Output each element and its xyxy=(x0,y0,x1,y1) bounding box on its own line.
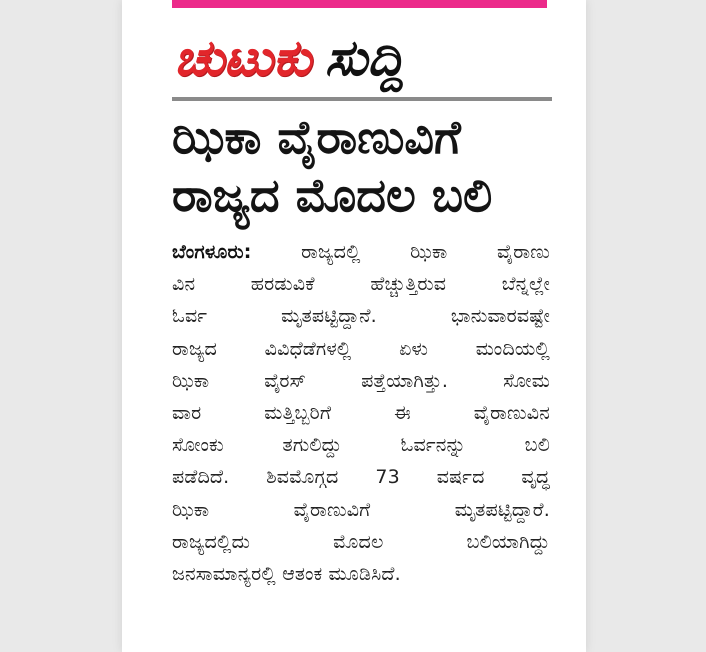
body-line-2: ವಿನ ಹರಡುವಿಕೆ ಹೆಚ್ಚುತ್ತಿರುವ ಬೆನ್ನಲ್ಲೇ xyxy=(172,273,550,296)
dateline: ಬೆಂಗಳೂರು: xyxy=(172,241,252,263)
body-line-3: ಓರ್ವ ಮೃತಪಟ್ಟಿದ್ದಾನೆ. ಭಾನುವಾರವಷ್ಟೇ xyxy=(172,305,550,328)
article-body xyxy=(172,236,550,590)
accent-bar xyxy=(172,0,547,8)
kicker-black-text: ಸುದ್ದಿ xyxy=(325,29,405,87)
headline xyxy=(172,108,567,224)
body-line-4: ರಾಜ್ಯದ ವಿವಿಧೆಡೆಗಳಲ್ಲಿ ಏಳು ಮಂದಿಯಲ್ಲಿ xyxy=(172,337,550,360)
divider-rule xyxy=(172,97,552,101)
body-first-text: ರಾಜ್ಯದಲ್ಲಿ ಝಿಕಾ ವೈರಾಣು xyxy=(301,241,550,263)
headline-line-1: ಝಿಕಾ ವೈರಾಣುವಿಗೆ xyxy=(172,110,461,164)
body-line-7: ಸೋಂಕು ತಗುಲಿದ್ದು ಓರ್ವನನ್ನು ಬಲಿ xyxy=(172,434,550,457)
body-line-11: ಜನಸಾಮಾನ್ಯರಲ್ಲಿ ಆತಂಕ ಮೂಡಿಸಿದೆ. xyxy=(172,563,401,586)
body-line-1 xyxy=(172,236,550,268)
section-kicker xyxy=(174,22,574,94)
body-line-9: ಝಿಕಾ ವೈರಾಣುವಿಗೆ ಮೃತಪಟ್ಟಿದ್ದಾರೆ. xyxy=(172,498,550,521)
kicker-red-text: ಚುಟುಕು xyxy=(174,29,311,87)
headline-line-2: ರಾಜ್ಯದ ಮೊದಲ ಬಲಿ xyxy=(172,168,493,222)
body-line-5: ಝಿಕಾ ವೈರಸ್ ಪತ್ತೆಯಾಗಿತ್ತು. ಸೋಮ xyxy=(172,369,550,392)
body-line-6: ವಾರ ಮತ್ತಿಬ್ಬರಿಗೆ ಈ ವೈರಾಣುವಿನ xyxy=(172,402,550,425)
body-line-8: ಪಡೆದಿದೆ. ಶಿವಮೊಗ್ಗದ 73 ವರ್ಷದ ವೃದ್ಧ xyxy=(172,466,550,489)
news-clipping xyxy=(122,0,586,652)
body-line-10: ರಾಜ್ಯದಲ್ಲಿದು ಮೊದಲ ಬಲಿಯಾಗಿದ್ದು xyxy=(172,530,550,553)
